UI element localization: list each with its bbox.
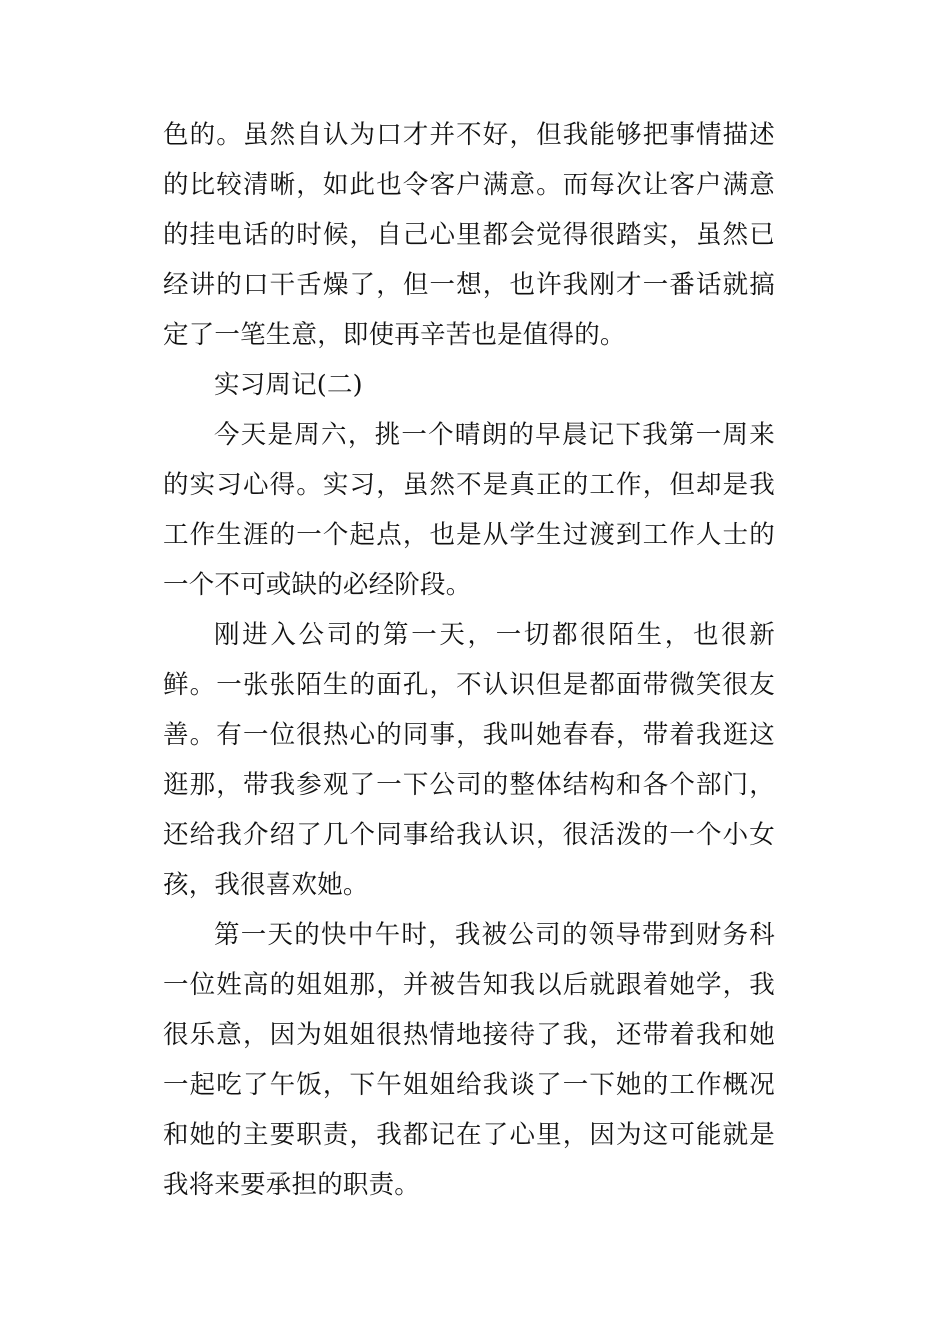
body-text (163, 110, 775, 1210)
paragraph: 第一天的快中午时，我被公司的领导带到财务科一位姓高的姐姐那，并被告知我以后就跟着她学，我很乐意，因为姐姐很热情地接待了我，还带着我和她一起吃了午饭，下午姐姐给我谈了一下她的工作概况和她的主要职责，我都记在了心里，因为这可能就是我将来要承担的职责。 (163, 920, 775, 1200)
paragraph: 刚进入公司的第一天，一切都很陌生，也很新鲜。一张张陌生的面孔，不认识但是都面带微笑很友善。有一位很热心的同事，我叫她春春，带着我逛这逛那，带我参观了一下公司的整体结构和各个部门，还给我介绍了几个同事给我认识，很活泼的一个小女孩，我很喜欢她。 (163, 620, 775, 900)
section-heading: 实习周记(二) (214, 370, 363, 400)
paragraph-continuation: 色的。虽然自认为口才并不好，但我能够把事情描述的比较清晰，如此也令客户满意。而每次让客户满意的挂电话的时候，自己心里都会觉得很踏实，虽然已经讲的口干舌燥了，但一想，也许我刚才一番话就搞定了一笔生意，即使再辛苦也是值得的。 (163, 120, 775, 350)
paragraph: 今天是周六，挑一个晴朗的早晨记下我第一周来的实习心得。实习，虽然不是真正的工作，但却是我工作生涯的一个起点，也是从学生过渡到工作人士的一个不可或缺的必经阶段。 (163, 420, 775, 600)
